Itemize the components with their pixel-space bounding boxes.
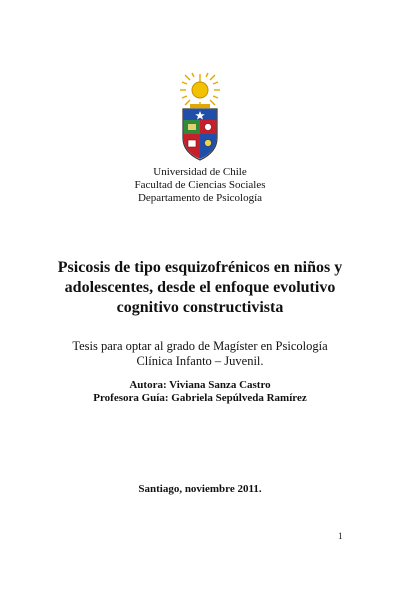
publication-date: Santiago, noviembre 2011. (138, 483, 262, 495)
department-name: Departamento de Psicología (137, 192, 263, 204)
title-line: adolescentes, desde el enfoque evolutivo (64, 279, 336, 296)
faculty-name: Facultad de Ciencias Sociales (134, 179, 266, 191)
institution-block (0, 166, 400, 205)
degree-line: Tesis para optar al grado de Magíster en Psicología (72, 339, 328, 353)
thesis-degree-statement (60, 339, 340, 369)
title-line: cognitivo constructivista (116, 299, 284, 316)
shield-icon (183, 109, 217, 160)
author-name: Autora: Viviana Sanza Castro (129, 379, 271, 391)
advisor-name: Profesora Guía: Gabriela Sepúlveda Ramírez (93, 392, 307, 404)
university-coat-of-arms-icon (176, 72, 224, 162)
sun-icon (192, 82, 208, 98)
title-line: Psicosis de tipo esquizofrénicos en niños y (57, 259, 343, 276)
degree-line: Clínica Infanto – Juvenil. (136, 354, 264, 368)
page-number: 1 (338, 531, 343, 541)
authors-block (0, 379, 400, 405)
thesis-title (40, 258, 360, 318)
university-name: Universidad de Chile (153, 166, 247, 178)
